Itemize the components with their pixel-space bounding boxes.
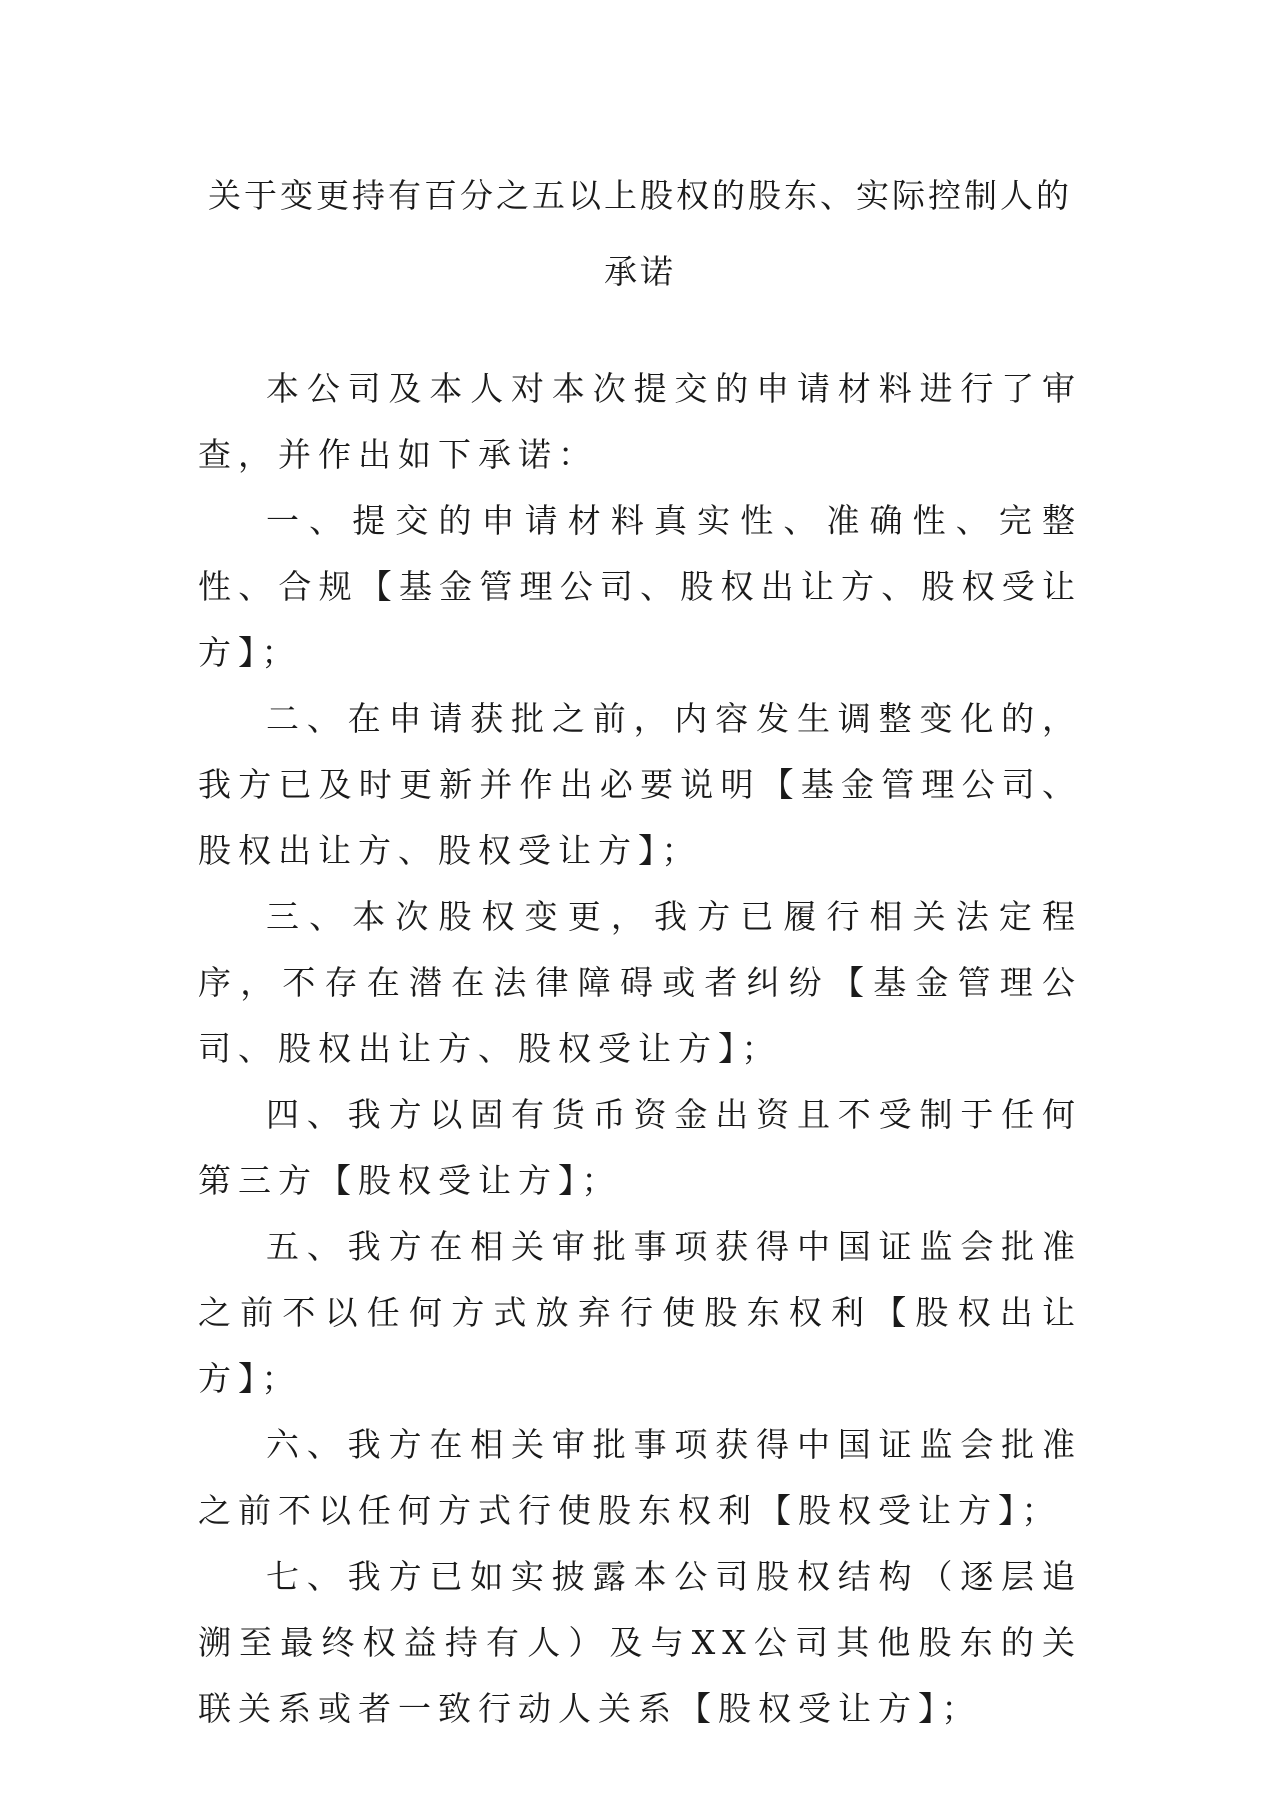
paragraph-item-1: 一、提交的申请材料真实性、准确性、完整性、合规【基金管理公司、股权出让方、股权受让方】； bbox=[198, 501, 1082, 672]
paragraph-item-7: 七、我方已如实披露本公司股权结构（逐层追溯至最终权益持有人）及与XX公司其他股东的关联关系或者一致行动人关系【股权受让方】； bbox=[198, 1557, 1082, 1728]
paragraph-item-6: 六、我方在相关审批事项获得中国证监会批准之前不以任何方式行使股东权利【股权受让方】； bbox=[198, 1425, 1082, 1530]
paragraph-intro: 本公司及本人对本次提交的申请材料进行了审查，并作出如下承诺： bbox=[198, 369, 1082, 474]
paragraph-item-3: 三、本次股权变更，我方已履行相关法定程序，不存在潜在法律障碍或者纠纷【基金管理公司、股权出让方、股权受让方】； bbox=[198, 897, 1082, 1068]
paragraph-item-5: 五、我方在相关审批事项获得中国证监会批准之前不以任何方式放弃行使股东权利【股权出让方】； bbox=[198, 1227, 1082, 1398]
paragraph-item-2: 二、在申请获批之前，内容发生调整变化的，我方已及时更新并作出必要说明【基金管理公司、股权出让方、股权受让方】； bbox=[198, 699, 1082, 870]
paragraph-item-4: 四、我方以固有货币资金出资且不受制于任何第三方【股权受让方】； bbox=[198, 1095, 1082, 1200]
document-body bbox=[198, 356, 1082, 1742]
document-title: 关于变更持有百分之五以上股权的股东、实际控制人的承诺 bbox=[208, 176, 1072, 291]
